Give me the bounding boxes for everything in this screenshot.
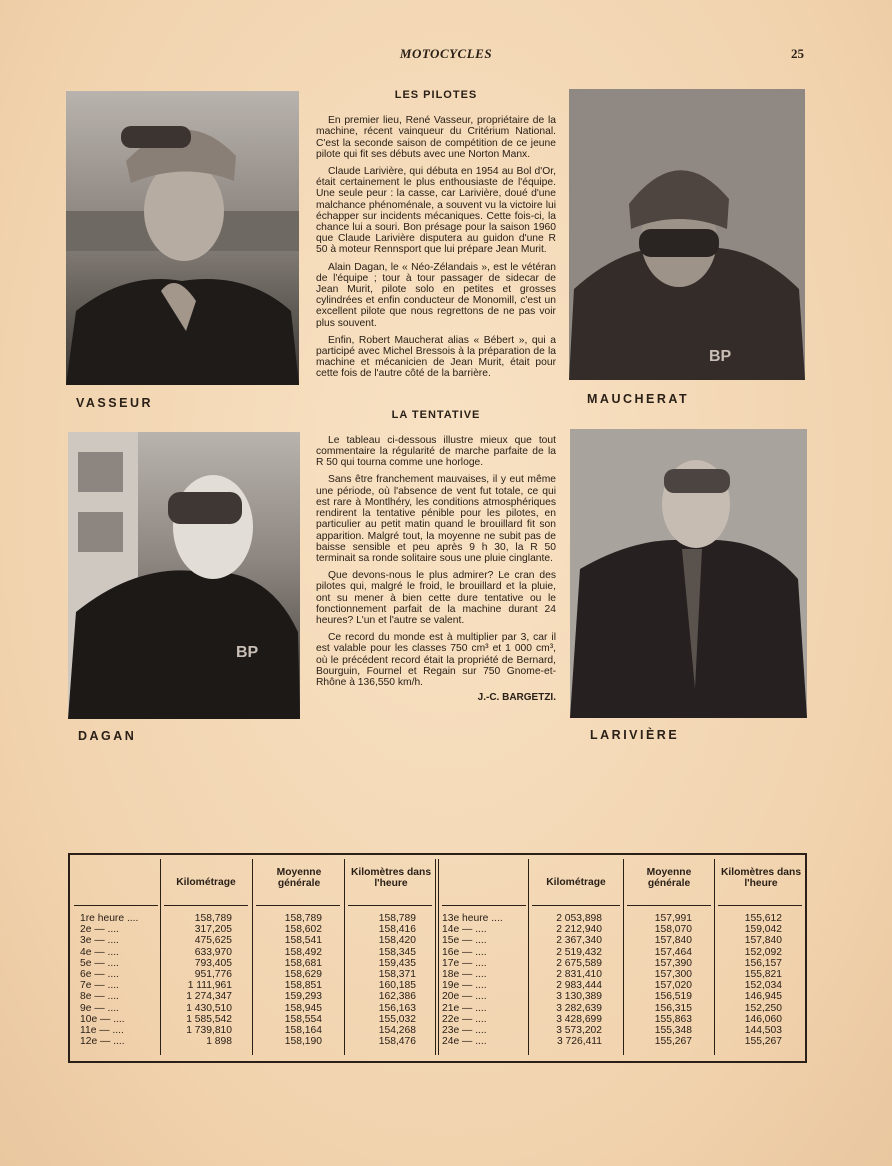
table-cell: 16e — ....	[442, 946, 487, 958]
paragraph: Ce record du monde est à multiplier par 3, car il est valable pour les classes 750 cm³ et 1 000 cm³, où le précédent record était la propriété de Bernard, Bourguin, Fournel et Regain sur 750 Gnome-et-Rhône à 136,550 km/h.	[316, 632, 556, 688]
table-cell: 159,293	[284, 991, 322, 1003]
table-cell: 160,185	[378, 980, 416, 992]
header-moyenne: Moyenne générale	[276, 867, 322, 889]
table-cell: 158,554	[284, 1013, 322, 1025]
table-cell: 2e — ....	[80, 924, 119, 936]
table-cell: 159,435	[378, 957, 416, 969]
photo-lariviere	[570, 429, 807, 718]
table-cell: 20e — ....	[442, 991, 487, 1003]
table-cell: 158,541	[284, 935, 322, 947]
table-cell: 2 367,340	[556, 935, 602, 947]
kilometrage-column-left	[166, 913, 232, 1047]
table-cell: 22e — ....	[442, 1013, 487, 1025]
table-cell: 159,042	[744, 924, 782, 936]
table-cell: 158,164	[284, 1025, 322, 1037]
caption-lariviere: LARIVIÈRE	[590, 728, 680, 742]
table-cell: 2 519,432	[556, 946, 602, 958]
table-cell: 158,345	[378, 946, 416, 958]
header-kilometrage: Kilométrage	[546, 877, 606, 888]
table-cell: 15e — ....	[442, 935, 487, 947]
table-cell: 633,970	[194, 946, 232, 958]
moyenne-column-left	[260, 913, 322, 1047]
table-cell: 17e — ....	[442, 957, 487, 969]
table-cell: 10e — ....	[80, 1013, 125, 1025]
table-cell: 6e — ....	[80, 969, 119, 981]
paragraph: Que devons-nous le plus admirer? Le cran des pilotes qui, malgré le froid, le brouillard et la pluie, ont su mener à bien cette dure tentative ou le fonctionnement parfait de la machine durant 24 heures? L'un et l'autre se valent.	[316, 570, 556, 626]
header-rule	[256, 905, 340, 906]
table-cell: 158,789	[194, 913, 232, 924]
caption-maucherat: MAUCHERAT	[587, 392, 690, 406]
table-cell: 951,776	[194, 969, 232, 981]
article-body	[316, 90, 556, 703]
paragraph: Sans être franchement mauvaises, il y eut même une période, où l'absence de vent fut totale, ce qui est rare à Montlhéry, les conditions atmosphériques rendirent la tentative pénible pour les pilotes, en particulier au petit matin quand le brouillard fit son apparition. Malgré tout, la moyenne ne subit pas de baisse sensible et peu après 9 h 30, la R 50 terminait sa ronde solitaire sous une pluie cinglante.	[316, 474, 556, 564]
caption-vasseur: VASSEUR	[76, 396, 154, 410]
section-title-tentative: LA TENTATIVE	[391, 408, 481, 421]
portrait-vasseur-image	[66, 91, 299, 385]
paragraph: Alain Dagan, le « Néo-Zélandais », est le vétéran de l'équipe ; tour à tour passager de sidecar de Jean Murit, pilote solo en petites et grosses cylindrées et enfin conducteur de Monomill, c'est un excellent pilote que nous regrettons de ne pas voir plus souvent.	[316, 261, 556, 329]
table-cell: 156,519	[654, 991, 692, 1003]
table-cell: 158,190	[284, 1036, 322, 1048]
table-cell: 158,789	[284, 913, 322, 924]
moyenne-column-right	[632, 913, 692, 1047]
table-cell: 158,476	[378, 1036, 416, 1048]
table-cell: 155,863	[654, 1013, 692, 1025]
table-cell: 152,034	[744, 980, 782, 992]
table-cell: 3 282,639	[556, 1002, 602, 1014]
table-cell: 144,503	[744, 1025, 782, 1037]
table-cell: 158,629	[284, 969, 322, 981]
table-cell: 3 726,411	[556, 1036, 602, 1048]
table-cell: 8e — ....	[80, 991, 119, 1003]
header-rule	[532, 905, 620, 906]
table-cell: 21e — ....	[442, 1002, 487, 1014]
table-cell: 157,390	[654, 957, 692, 969]
table-divider	[160, 859, 161, 1055]
kilometres-heure-column-right	[722, 913, 782, 1047]
table-cell: 158,602	[284, 924, 322, 936]
caption-dagan: DAGAN	[78, 729, 137, 743]
table-cell: 2 675,589	[556, 957, 602, 969]
table-cell: 157,020	[654, 980, 692, 992]
table-cell: 157,840	[654, 935, 692, 947]
table-cell: 157,840	[744, 935, 782, 947]
table-cell: 23e — ....	[442, 1025, 487, 1037]
table-cell: 793,405	[194, 957, 232, 969]
table-cell: 158,851	[284, 980, 322, 992]
paragraph: En premier lieu, René Vasseur, propriétaire de la machine, récent vainqueur du Critérium National. C'est la seconde saison de compétition de ce jeune pilote qui fit ses débuts avec une Norton Manx.	[316, 115, 556, 160]
table-cell: 3e — ....	[80, 935, 119, 947]
author-signature: J.-C. BARGETZI.	[477, 692, 556, 704]
table-cell: 24e — ....	[442, 1036, 487, 1048]
header-rule	[718, 905, 802, 906]
record-table	[68, 853, 807, 1063]
svg-text:BP: BP	[709, 348, 732, 365]
portrait-dagan-image	[68, 432, 300, 719]
table-cell: 158,371	[378, 969, 416, 981]
table-cell: 162,386	[378, 991, 416, 1003]
header-rule	[627, 905, 711, 906]
table-cell: 156,157	[744, 957, 782, 969]
header-rule	[348, 905, 432, 906]
table-cell: 156,315	[654, 1002, 692, 1014]
paragraph: Enfin, Robert Maucherat alias « Bébert », qui a participé avec Michel Bressois à la préparation de la machine et mécanicien de Jean Murit, était pour cette fois de l'autre côté de la barrière.	[316, 334, 556, 380]
table-cell: 1 430,510	[186, 1002, 232, 1014]
hours-column-right	[442, 913, 528, 1047]
table-cell: 13e heure ....	[442, 913, 503, 924]
table-cell: 152,250	[744, 1002, 782, 1014]
table-cell: 14e — ....	[442, 924, 487, 936]
paragraph: Claude Larivière, qui débuta en 1954 au Bol d'Or, était certainement le plus enthousiaste de l'équipe. Une seule peur : la casse, car Larivière, doué d'une malchance phénoménale, a souvent vu la victoire lui échapper sur incidents mécaniques. Cette fois-ci, la chance lui a souri. Bon présage pour la saison 1960 que Claude Larivière disputera au guidon d'une R 50 à moteur Rennsport que lui prépare Jean Murit.	[316, 166, 556, 256]
table-cell: 157,991	[654, 913, 692, 924]
header-kilometres-heure: Kilomètres dans l'heure	[720, 867, 802, 889]
table-cell: 155,267	[744, 1036, 782, 1048]
page-number: 25	[791, 46, 804, 61]
table-cell: 158,945	[284, 1002, 322, 1014]
header-kilometres-heure: Kilomètres dans l'heure	[350, 867, 432, 889]
table-cell: 1 111,961	[187, 980, 232, 992]
portrait-lariviere-image	[570, 429, 807, 718]
header-rule	[442, 905, 526, 906]
hours-column-left	[80, 913, 160, 1047]
table-cell: 155,821	[744, 969, 782, 981]
photo-vasseur	[66, 91, 299, 385]
table-cell: 1 585,542	[186, 1013, 232, 1025]
table-cell: 156,163	[378, 1002, 416, 1014]
table-cell: 5e — ....	[80, 957, 119, 969]
section-title-pilotes: LES PILOTES	[394, 89, 478, 101]
header-kilometrage: Kilométrage	[176, 877, 236, 888]
table-divider	[714, 859, 715, 1055]
table-cell: 155,267	[654, 1036, 692, 1048]
portrait-maucherat-image	[569, 89, 805, 380]
paragraph: Le tableau ci-dessous illustre mieux que tout commentaire la régularité de marche parfaite de la R 50 qui tourna comme une horloge.	[316, 434, 556, 469]
table-cell: 2 831,410	[556, 969, 602, 981]
table-cell: 2 983,444	[556, 980, 602, 992]
table-cell: 19e — ....	[442, 980, 487, 992]
header-rule	[74, 905, 158, 906]
table-cell: 18e — ....	[442, 969, 487, 981]
table-cell: 9e — ....	[80, 1002, 119, 1014]
table-cell: 158,416	[378, 924, 416, 936]
table-divider	[438, 859, 439, 1055]
table-cell: 2 212,940	[556, 924, 602, 936]
header-rule	[164, 905, 248, 906]
table-cell: 158,789	[378, 913, 416, 924]
svg-text:BP: BP	[236, 644, 259, 661]
table-cell: 146,945	[744, 991, 782, 1003]
table-cell: 146,060	[744, 1013, 782, 1025]
table-cell: 158,420	[378, 935, 416, 947]
header-moyenne: Moyenne générale	[646, 867, 692, 889]
table-cell: 154,268	[378, 1025, 416, 1037]
table-cell: 155,348	[654, 1025, 692, 1037]
kilometrage-column-right	[532, 913, 602, 1047]
table-cell: 158,070	[654, 924, 692, 936]
table-divider	[623, 859, 624, 1055]
photo-dagan	[68, 432, 300, 719]
kilometres-heure-column-left	[352, 913, 416, 1047]
table-divider	[252, 859, 253, 1055]
table-cell: 152,092	[744, 946, 782, 958]
table-cell: 7e — ....	[80, 980, 119, 992]
table-cell: 158,492	[284, 946, 322, 958]
table-divider	[528, 859, 529, 1055]
table-cell: 4e — ....	[80, 946, 119, 958]
table-cell: 1 898	[206, 1036, 232, 1048]
table-cell: 157,464	[654, 946, 692, 958]
table-cell: 1 739,810	[186, 1025, 232, 1037]
table-divider	[344, 859, 345, 1055]
table-divider	[435, 859, 436, 1055]
table-cell: 3 428,699	[556, 1013, 602, 1025]
table-cell: 157,300	[654, 969, 692, 981]
table-cell: 1 274,347	[186, 991, 232, 1003]
table-cell: 317,205	[194, 924, 232, 936]
table-cell: 475,625	[194, 935, 232, 947]
table-cell: 3 130,389	[556, 991, 602, 1003]
table-cell: 11e — ....	[80, 1025, 124, 1037]
table-cell: 3 573,202	[556, 1025, 602, 1037]
running-header-title: MOTOCYCLES	[399, 46, 493, 61]
photo-maucherat	[569, 89, 805, 380]
table-cell: 158,681	[284, 957, 322, 969]
table-cell: 12e — ....	[80, 1036, 125, 1048]
table-cell: 155,032	[378, 1013, 416, 1025]
table-cell: 1re heure ....	[80, 913, 139, 924]
table-cell: 2 053,898	[556, 913, 602, 924]
table-cell: 155,612	[744, 913, 782, 924]
